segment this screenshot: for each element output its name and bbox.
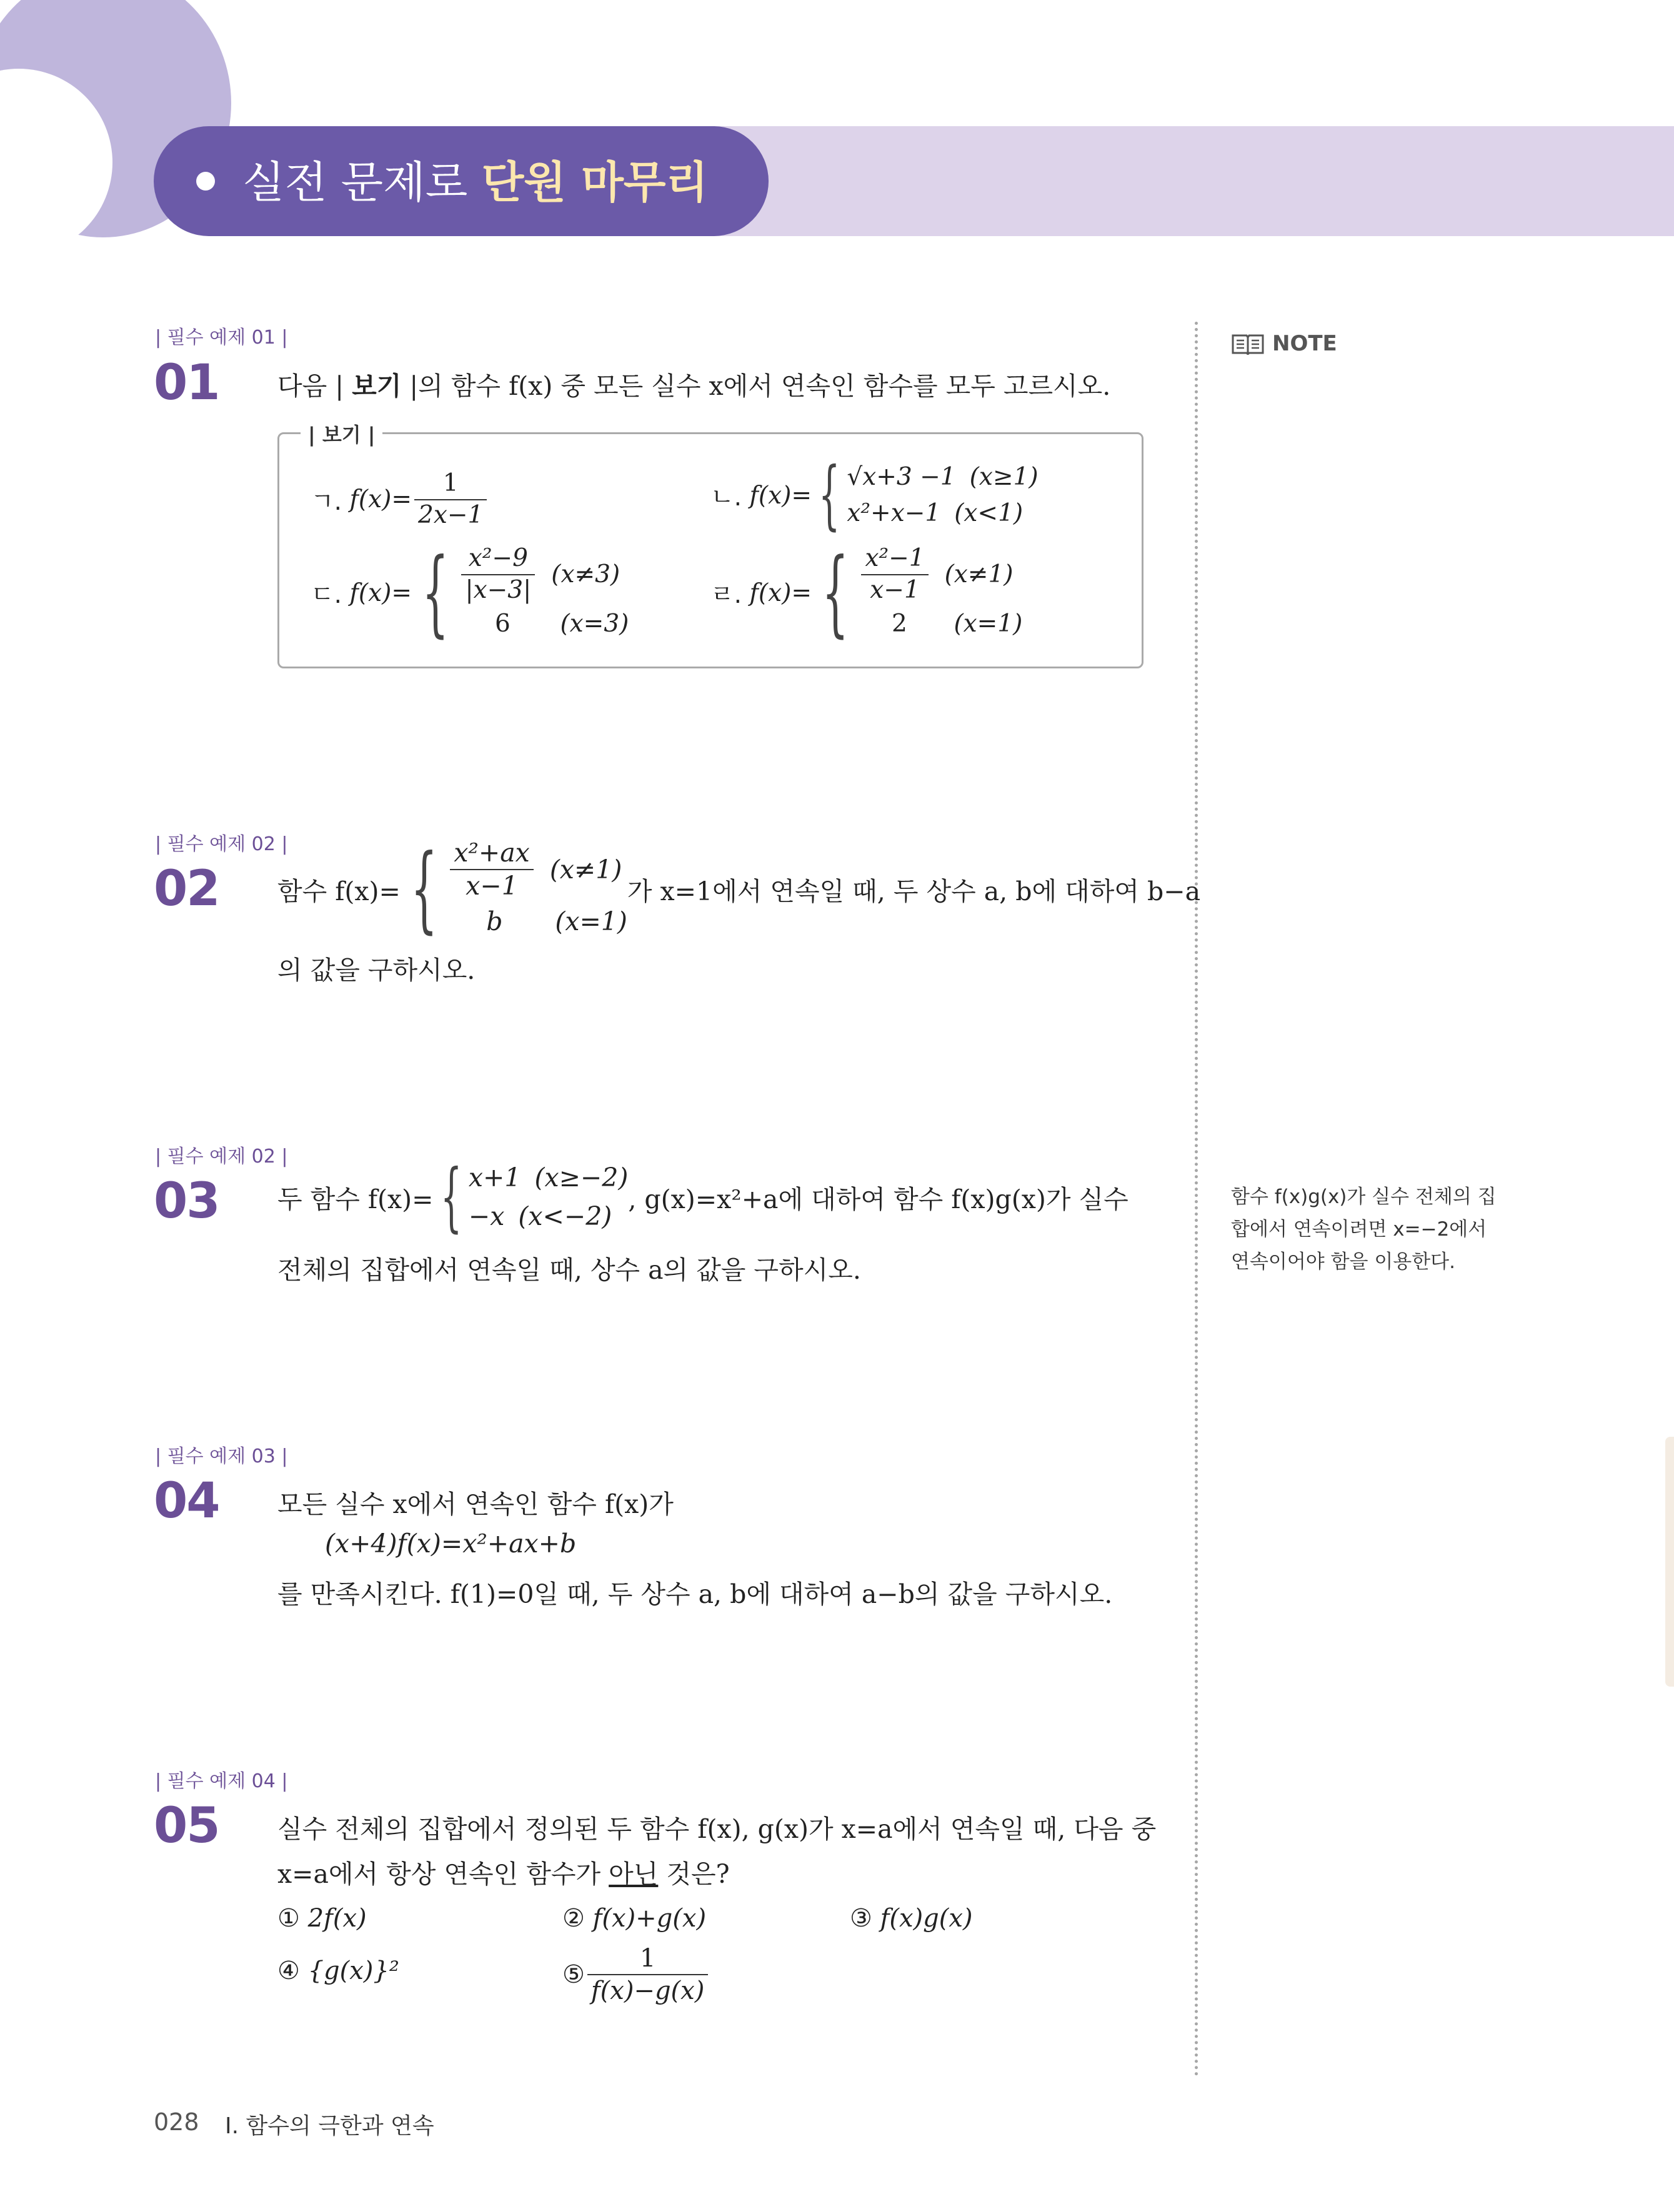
problem-text: 실수 전체의 집합에서 정의된 두 함수 f(x), g(x)가 x=a에서 연속일 때, 다음 중 (277, 1814, 1157, 1844)
choice-3[interactable]: ③ f(x)g(x) (850, 1904, 973, 1933)
problem-number: 04 (154, 1473, 219, 1529)
problem-ref: | 필수 예제 02 | (155, 833, 288, 855)
problem-text-line2: 의 값을 구하시오. (277, 955, 476, 985)
problem-number: 05 (154, 1798, 219, 1854)
bogi-item: ㄱ. f(x)= $\frac{1}{2x-1}$ (311, 469, 489, 531)
title-bold: 단원 마무리 (481, 157, 709, 208)
note-label: NOTE (1272, 331, 1337, 356)
chapter-title: I. 함수의 극한과 연속 (225, 2113, 434, 2139)
page-number: 028 (154, 2108, 199, 2136)
choice-2[interactable]: ② f(x)+g(x) (562, 1904, 707, 1933)
problem-text-line2: x=a에서 항상 연속인 함수가 아닌 것은? (277, 1859, 730, 1889)
problem-ref: | 필수 예제 03 | (155, 1446, 288, 1467)
problem-number: 01 (154, 355, 219, 411)
note-header (1231, 331, 1337, 356)
problem-equation: (x+4)f(x)=x²+ax+b (325, 1529, 577, 1559)
problem-text-line2: 전체의 집합에서 연속일 때, 상수 a의 값을 구하시오. (277, 1255, 861, 1285)
open-book-icon (1231, 332, 1265, 355)
problem-text-line3: 를 만족시킨다. f(1)=0일 때, 두 상수 a, b에 대하여 a−b의 값을 구하시오. (277, 1579, 1113, 1609)
problem-ref: | 필수 예제 04 | (155, 1770, 288, 1792)
bogi-box (277, 423, 1143, 668)
choice-5[interactable]: ⑤ $\frac{1}{f(x)-g(x)}$ (562, 1943, 710, 2006)
choice-4[interactable]: ④ {g(x)}² (277, 1957, 399, 1985)
bogi-item: ㄹ. f(x)= { $\frac{\text{x²−1}}{x-1}$ (x≠1) 2 (x=1) (710, 538, 1023, 647)
fraction: $\frac{1}{2x-1}$ (414, 469, 487, 531)
bullet-dot-icon (196, 172, 215, 191)
problem-ref: | 필수 예제 02 | (155, 1146, 288, 1168)
problem-ref: | 필수 예제 01 | (155, 327, 288, 349)
bogi-item: ㄷ. f(x)= { $\frac{\text{x²−9}}{|x-3|}$ (x≠3) 6 (x=3) (311, 538, 629, 647)
side-tab (1665, 1437, 1674, 1687)
bogi-tag: | 보기 | (301, 419, 382, 448)
problem-text: 모든 실수 x에서 연속인 함수 f(x)가 (277, 1489, 674, 1519)
problem-text: 두 함수 f(x)= { x+1 (x≥−2) −x (x<−2) , g(x)=x²+a에 대하여 함수 f(x)g(x)가 실수 (277, 1153, 1128, 1241)
page-title (242, 147, 708, 211)
problem-text: 함수 f(x)= { $\frac{\text{x²+ax}}{x-1}$ (x≠1) b (x=1) 가 x=1에서 연속일 때, 두 상수 a, b에 대하여 b−a (277, 835, 1201, 943)
note-divider (1195, 322, 1198, 2077)
problem-number: 02 (154, 861, 219, 917)
problem-text: 다음 | 보기 |의 함수 f(x) 중 모든 실수 x에서 연속인 함수를 모두 고르시오. (277, 371, 1111, 401)
title-light: 실전 문제로 (242, 157, 468, 208)
bogi-item: ㄴ. f(x)= { √x+3 −1 (x≥1) x²+x−1 (x<1) (710, 452, 1039, 538)
choice-1[interactable]: ① 2f(x) (277, 1904, 367, 1933)
problem-number: 03 (154, 1173, 219, 1229)
note-hint: 함수 f(x)g(x)가 실수 전체의 집합에서 연속이려면 x=−2에서 연속이어야 함을 이용한다. (1231, 1186, 1497, 1273)
